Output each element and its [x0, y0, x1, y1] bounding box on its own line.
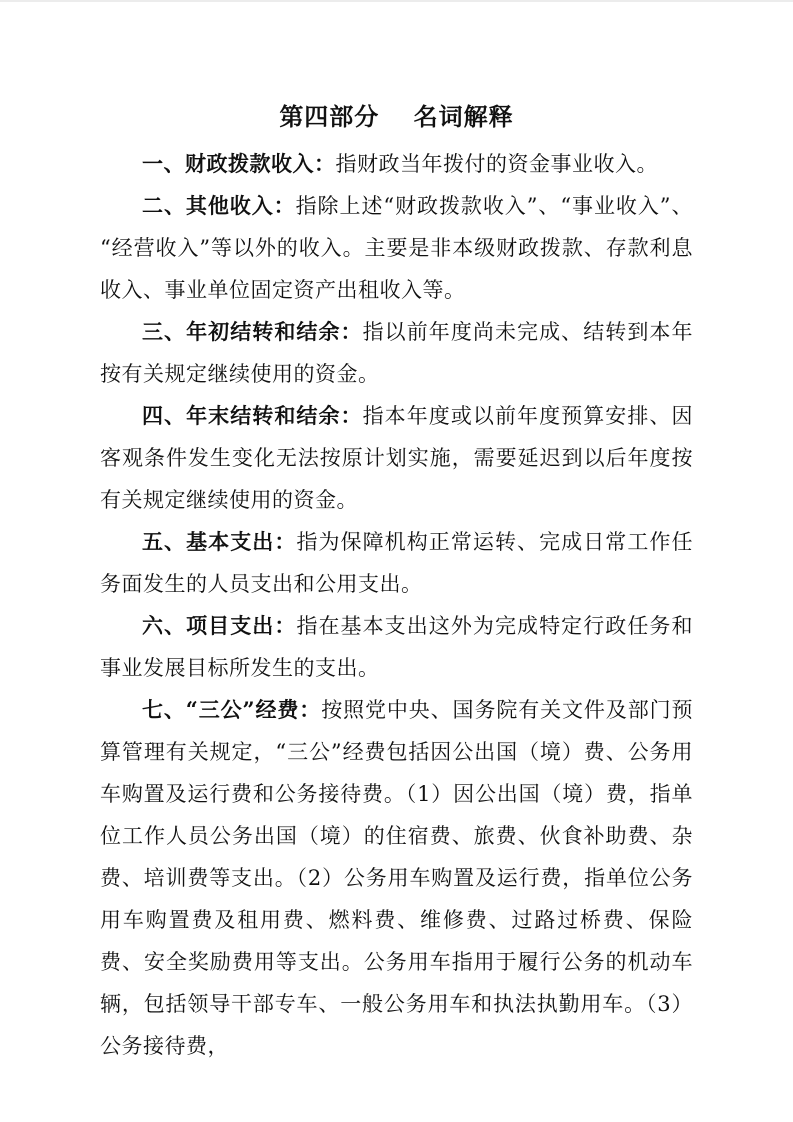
definition-paragraph-2: [100, 185, 693, 311]
definition-term: 二、其他收入：: [142, 193, 296, 218]
definition-term: 七、“三公”经费：: [142, 697, 322, 722]
definition-paragraph-1: [100, 143, 693, 185]
definition-body: 指本年度或以前年度预算安排、因客观条件发生变化无法按原计划实施，需要延迟到以后年度按有关规定继续使用的资金。: [100, 404, 693, 512]
definition-body: 指为保障机构正常运转、完成日常工作任务面发生的人员支出和公用支出。: [100, 530, 693, 596]
definition-paragraph-4: [100, 395, 693, 521]
document-title: 第四部分 名词解释: [279, 102, 514, 131]
definition-body: 指在基本支出这外为完成特定行政任务和事业发展目标所发生的支出。: [100, 614, 693, 680]
definition-term: 四、年末结转和结余：: [142, 403, 363, 428]
definition-body: 指除上述“财政拨款收入”、“事业收入”、“经营收入”等以外的收入。主要是非本级财政拨款、存款利息收入、事业单位固定资产出租收入等。: [100, 194, 693, 302]
definition-term: 六、项目支出：: [142, 613, 297, 638]
definition-paragraph-7: [100, 689, 693, 1067]
definition-paragraph-5: [100, 521, 693, 605]
definition-body: 指以前年度尚未完成、结转到本年按有关规定继续使用的资金。: [100, 320, 693, 386]
definition-term: 三、年初结转和结余：: [142, 319, 363, 344]
definition-body: 按照党中央、国务院有关文件及部门预算管理有关规定，“三公”经费包括因公出国（境）费、公务用车购置及运行费和公务接待费。（1）因公出国（境）费，指单位工作人员公务出国（境）的住宿费、旅费、伙食补助费、杂费、培训费等支出。（2）公务用车购置及运行费，指单位公务用车购置费及租用费、燃料费、维修费、过路过桥费、保险费、安全奖励费用等支出。公务用车指用于履行公务的机动车辆，包括领导干部专车、一般公务用车和执法执勤用车。（3）公务接待费，: [100, 698, 693, 1058]
definition-term: 一、财政拨款收入：: [142, 151, 336, 176]
definition-body: 指财政当年拨付的资金事业收入。: [335, 152, 658, 176]
definition-paragraph-3: [100, 311, 693, 395]
definition-paragraph-6: [100, 605, 693, 689]
definition-term: 五、基本支出：: [142, 529, 297, 554]
